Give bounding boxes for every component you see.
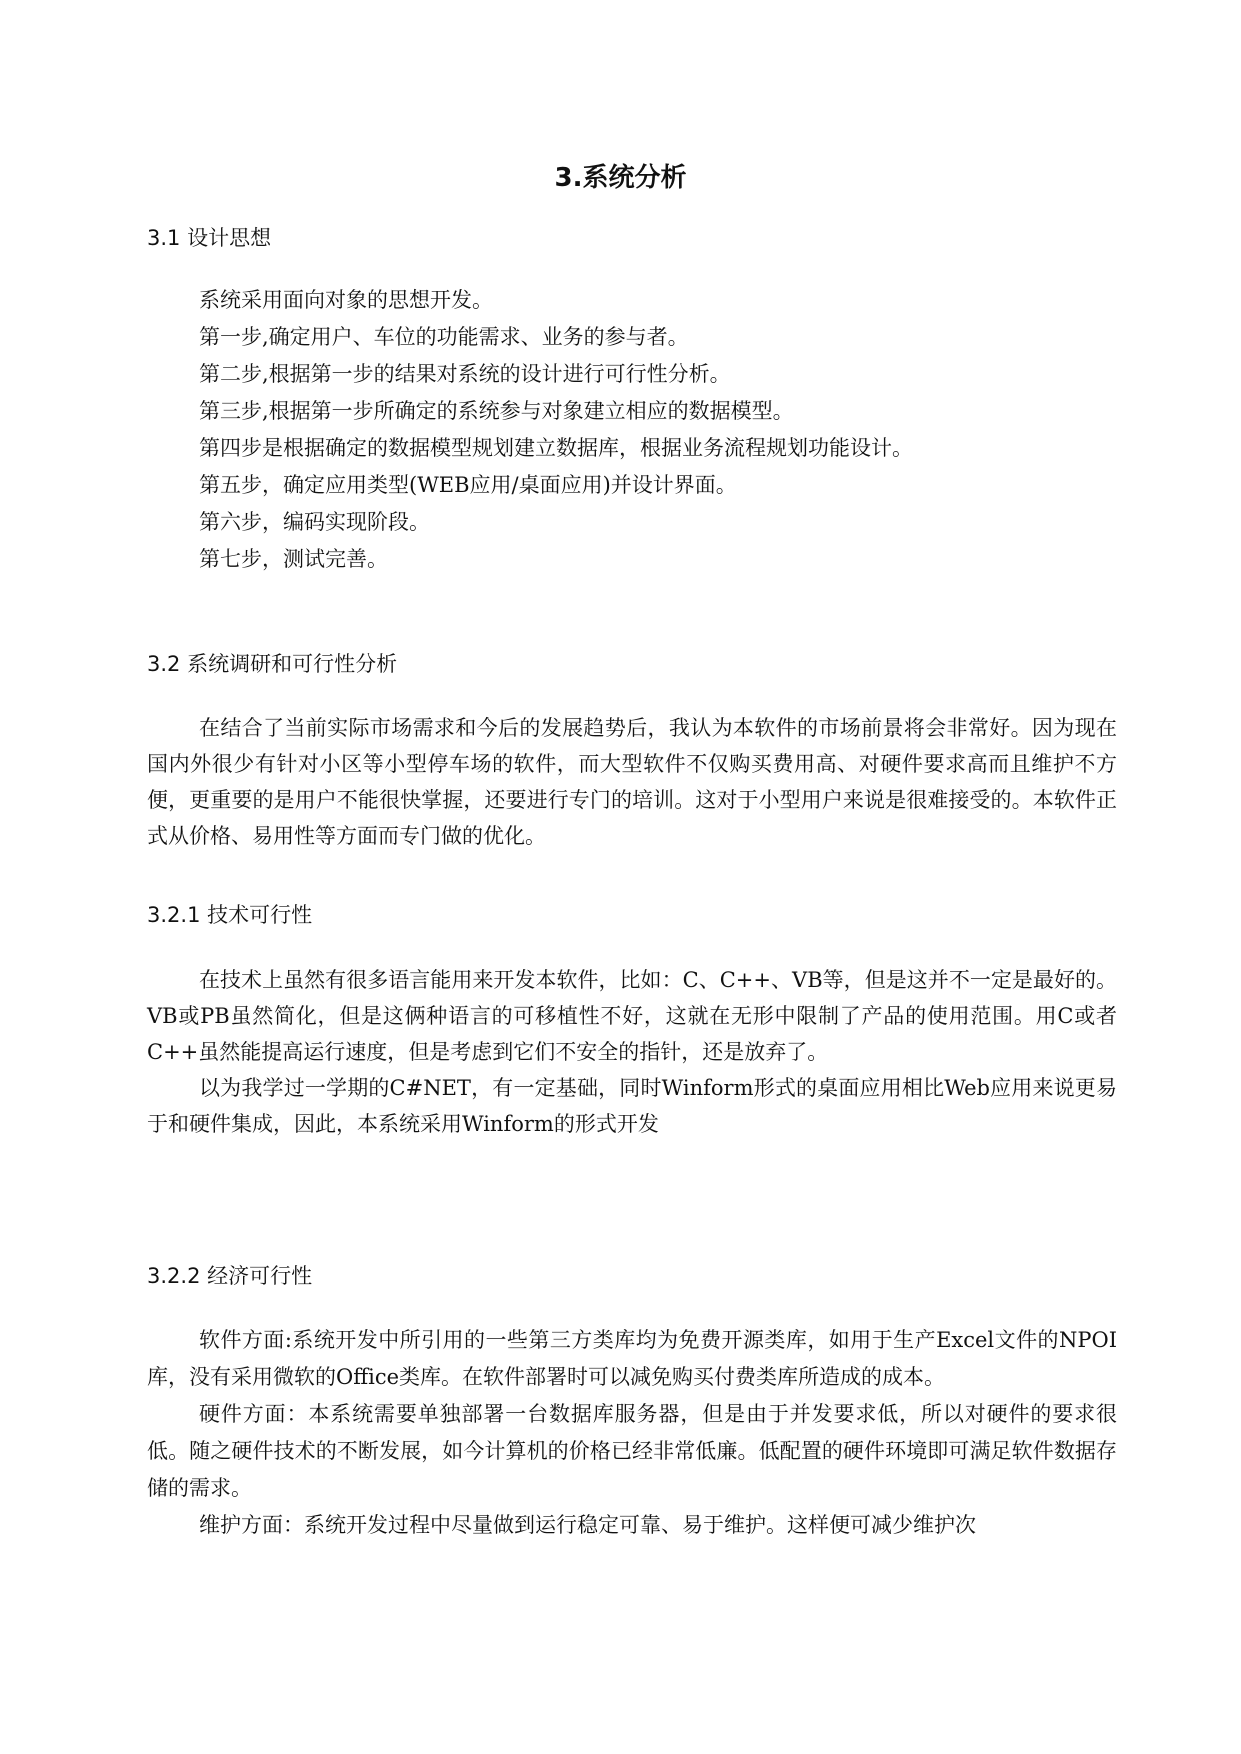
step-line: 第四步是根据确定的数据模型规划建立数据库，根据业务流程规划功能设计。 <box>199 436 913 460</box>
step-line: 第三步,根据第一步所确定的系统参与对象建立相应的数据模型。 <box>199 399 794 423</box>
section-3-1-steps <box>147 282 1117 578</box>
paragraph: 硬件方面：本系统需要单独部署一台数据库服务器，但是由于并发要求低，所以对硬件的要求很低。随之硬件技术的不断发展，如今计算机的价格已经非常低廉。低配置的硬件环境即可满足软件数据存储的需求。 <box>147 1402 1117 1500</box>
section-heading-3-2-1: 3.2.1 技术可行性 <box>147 903 313 927</box>
paragraph: 维护方面：系统开发过程中尽量做到运行稳定可靠、易于维护。这样便可减少维护次 <box>199 1513 976 1537</box>
step-line: 第六步，编码实现阶段。 <box>199 510 430 534</box>
paragraph: 软件方面:系统开发中所引用的一些第三方类库均为免费开源类库，如用于生产Excel文件的NPOI库，没有采用微软的Office类库。在软件部署时可以减免购买付费类库所造成的成本。 <box>147 1328 1117 1389</box>
section-3-2-2-body <box>147 1322 1117 1544</box>
section-heading-3-2-2: 3.2.2 经济可行性 <box>147 1264 313 1288</box>
section-3-2-body <box>147 710 1117 854</box>
paragraph: 在技术上虽然有很多语言能用来开发本软件，比如：C、C++、VB等，但是这并不一定是最好的。VB或PB虽然简化，但是这俩种语言的可移植性不好，这就在无形中限制了产品的使用范围。用C或者C++虽然能提高运行速度，但是考虑到它们不安全的指针，还是放弃了。 <box>147 968 1117 1064</box>
section-heading-3-1: 3.1 设计思想 <box>147 226 272 250</box>
step-line: 系统采用面向对象的思想开发。 <box>199 288 493 312</box>
step-line: 第五步，确定应用类型(WEB应用/桌面应用)并设计界面。 <box>199 473 737 497</box>
step-line: 第一步,确定用户、车位的功能需求、业务的参与者。 <box>199 325 689 349</box>
section-3-2-1-body <box>147 962 1117 1142</box>
paragraph: 在结合了当前实际市场需求和今后的发展趋势后，我认为本软件的市场前景将会非常好。因为现在国内外很少有针对小区等小型停车场的软件，而大型软件不仅购买费用高、对硬件要求高而且维护不方便，更重要的是用户不能很快掌握，还要进行专门的培训。这对于小型用户来说是很难接受的。本软件正式从价格、易用性等方面而专门做的优化。 <box>147 716 1117 848</box>
step-line: 第二步,根据第一步的结果对系统的设计进行可行性分析。 <box>199 362 731 386</box>
page-title: 3.系统分析 <box>554 163 687 193</box>
paragraph: 以为我学过一学期的C#NET，有一定基础，同时Winform形式的桌面应用相比Web应用来说更易于和硬件集成，因此，本系统采用Winform的形式开发 <box>147 1076 1117 1136</box>
step-line: 第七步，测试完善。 <box>199 547 388 571</box>
section-heading-3-2: 3.2 系统调研和可行性分析 <box>147 652 398 676</box>
